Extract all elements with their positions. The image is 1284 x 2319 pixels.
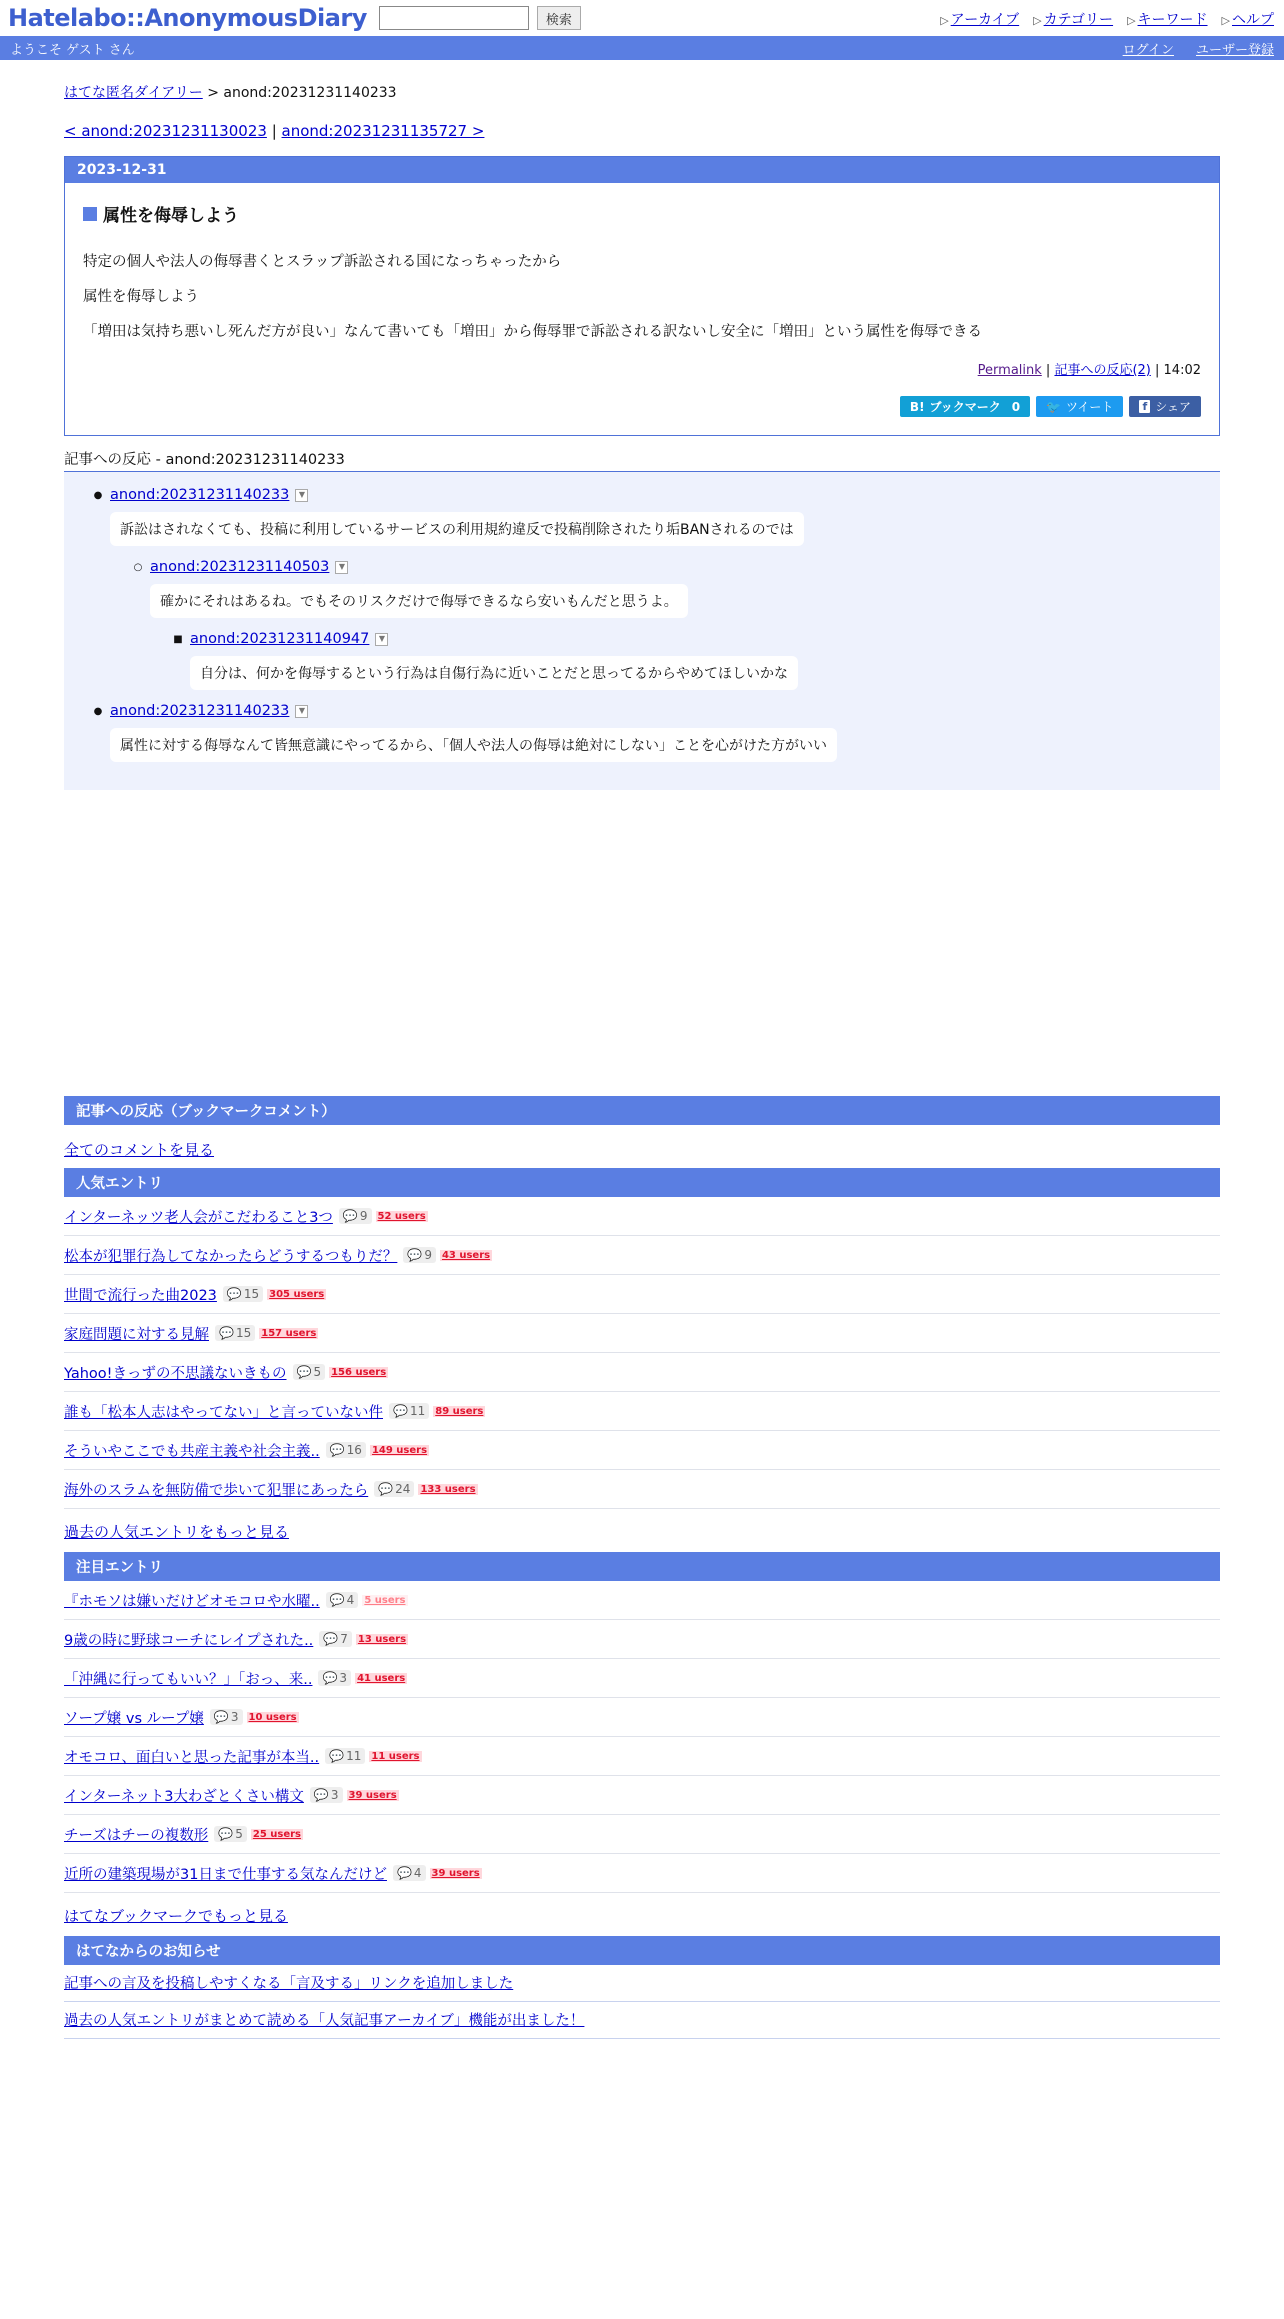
entry-item (64, 1314, 1220, 1353)
users-count-badge[interactable]: 52 users (377, 1210, 426, 1222)
entry-item-link[interactable]: ソープ嬢 vs ループ嬢 (64, 1710, 204, 1727)
reaction-link[interactable]: anond:20231231140503 (150, 559, 330, 575)
comment-count: 11 (346, 1749, 362, 1763)
comment-count: 3 (230, 1710, 239, 1724)
speech-bubble-icon: 💬 (213, 1710, 229, 1724)
speech-bubble-icon: 💬 (218, 1827, 234, 1841)
entry-item-link[interactable]: チーズはチーの複数形 (64, 1827, 209, 1844)
more-hot-link[interactable]: はてなブックマークでもっと見る (64, 1907, 288, 1925)
entry-footer: Permalink | 記事への反応(2) | 14:02 (977, 363, 1201, 378)
search-button[interactable]: 検索 (537, 6, 581, 30)
entry-line: 「増田は気持ち悪いし死んだ方が良い」なんて書いても「増田」から侮辱罪で訴訟される訳ないし安全に「増田」という属性を侮辱できる (83, 324, 982, 340)
comment-count-badge[interactable] (310, 1787, 343, 1803)
comment-count-badge[interactable] (214, 1826, 247, 1842)
comment-count: 7 (340, 1632, 348, 1646)
entry-item-link[interactable]: オモコロ、面白いと思った記事が本当.. (64, 1749, 320, 1766)
nav-category[interactable]: カテゴリー (1043, 12, 1114, 28)
twitter-bird-icon: 🐦 (1046, 399, 1062, 414)
speech-bubble-icon: 💬 (329, 1749, 345, 1763)
entry-item (64, 1581, 1220, 1620)
comment-count: 24 (395, 1482, 411, 1496)
entry-item-link[interactable]: Yahoo!きっずの不思議ないきもの (64, 1365, 287, 1382)
entry-title-link[interactable]: 属性を侮辱しよう (103, 206, 239, 226)
comment-count: 5 (235, 1827, 243, 1841)
comment-count: 9 (424, 1248, 432, 1262)
comment-count: 3 (330, 1788, 339, 1802)
reaction-link[interactable]: anond:20231231140947 (190, 631, 370, 647)
entry-item-link[interactable]: 「沖縄に行ってもいい？」「おっ、来.. (64, 1671, 313, 1688)
entry-item (64, 1815, 1220, 1854)
more-popular-link[interactable]: 過去の人気エントリをもっと見る (64, 1523, 290, 1541)
share-buttons (83, 396, 1201, 417)
comment-count: 15 (243, 1287, 260, 1301)
hot-entries-list (64, 1581, 1220, 1893)
register-link[interactable]: ユーザー登録 (1195, 42, 1274, 58)
users-count-badge[interactable]: 157 users (261, 1327, 317, 1339)
entry-item-link[interactable]: 誰も「松本人志はやってない」と言っていない件 (64, 1404, 383, 1421)
users-count-badge[interactable]: 89 users (435, 1405, 484, 1417)
entry-item (64, 1854, 1220, 1893)
speech-bubble-icon: 💬 (329, 1593, 345, 1607)
entry-item (64, 1275, 1220, 1314)
entry-title (83, 201, 1201, 226)
comment-count-badge[interactable] (389, 1403, 429, 1419)
facebook-share-button[interactable]: f シェア (1129, 396, 1201, 417)
circle-bullet-icon: ○ (133, 561, 143, 573)
users-count-badge[interactable]: 25 users (252, 1828, 302, 1840)
speech-bubble-icon: 💬 (378, 1482, 394, 1496)
comment-count: 4 (413, 1866, 422, 1880)
square-bullet-icon: ■ (173, 633, 183, 645)
reaction-link[interactable]: anond:20231231140233 (110, 703, 290, 719)
comment-count-badge[interactable] (339, 1208, 372, 1224)
see-all-comments-link[interactable]: 全てのコメントを見る (64, 1141, 215, 1159)
breadcrumb (64, 82, 1220, 102)
reaction-item (128, 556, 1220, 628)
comment-count-badge[interactable] (318, 1670, 351, 1686)
site-header (0, 0, 1284, 36)
reaction-text: 確かにそれはあるね。でもそのリスクだけで侮辱できるなら安いもんだと思うよ。 (150, 584, 688, 618)
dropdown-arrow-icon[interactable]: ▼ (335, 561, 348, 574)
entry-item (64, 1236, 1220, 1275)
entry-pager (64, 122, 1220, 140)
hatena-bookmark-icon: B! (909, 399, 925, 414)
title-square-icon (83, 207, 97, 221)
notice-item (64, 1965, 1220, 2002)
entry-item (64, 1776, 1220, 1815)
reaction-item (168, 628, 1220, 700)
top-nav (940, 9, 1274, 29)
entry-date: 2023-12-31 (65, 157, 1219, 183)
users-count-badge[interactable]: 156 users (331, 1366, 387, 1378)
dropdown-arrow-icon[interactable]: ▼ (295, 705, 308, 718)
speech-bubble-icon: 💬 (329, 1443, 345, 1457)
comment-count-badge[interactable] (326, 1592, 359, 1608)
entry-item-link[interactable]: 『ホモソは嫌いだけどオモコロや水曜.. (64, 1593, 320, 1610)
next-entry-link[interactable]: anond:20231231135727 > (281, 122, 485, 140)
speech-bubble-icon: 💬 (323, 1632, 339, 1646)
entry-line: 属性を侮辱しよう (83, 289, 199, 305)
entry-line: 特定の個人や法人の侮辱書くとスラップ訴訟される国になっちゃったから (83, 254, 562, 270)
comment-count: 4 (346, 1593, 355, 1607)
users-count-badge[interactable]: 149 users (371, 1444, 428, 1456)
breadcrumb-root[interactable]: はてな匿名ダイアリー (64, 85, 203, 101)
notice-item (64, 2002, 1220, 2039)
entry-item (64, 1698, 1220, 1737)
entry-item (64, 1392, 1220, 1431)
speech-bubble-icon: 💬 (296, 1365, 312, 1379)
users-count-badge[interactable]: 305 users (269, 1288, 325, 1300)
hatena-bookmark-button[interactable]: B! ブックマーク 0 (900, 396, 1030, 417)
breadcrumb-current: anond:20231231140233 (223, 85, 397, 101)
entry-item-link[interactable]: 近所の建築現場が31日まで仕事する気なんだけど (64, 1866, 387, 1883)
users-count-badge[interactable]: 39 users (348, 1789, 397, 1801)
entry-item-link[interactable]: 家庭問題に対する見解 (64, 1326, 209, 1343)
entry-item (64, 1431, 1220, 1470)
comment-count: 15 (235, 1326, 252, 1340)
breadcrumb-separator: > (207, 85, 219, 101)
comment-count-badge[interactable] (210, 1709, 243, 1725)
entry-item-link[interactable]: 世間で流行った曲2023 (64, 1287, 217, 1304)
speech-bubble-icon: 💬 (219, 1326, 234, 1340)
entry-item (64, 1659, 1220, 1698)
nav-help[interactable]: ヘルプ (1232, 12, 1274, 28)
comment-count-badge[interactable] (223, 1286, 263, 1302)
search-input[interactable] (379, 6, 529, 30)
comment-count: 9 (359, 1209, 368, 1223)
reactions-link[interactable]: 記事への反応(2) (1054, 363, 1151, 378)
prev-entry-link[interactable]: < anond:20231231130023 (64, 122, 267, 140)
comment-count-badge[interactable] (215, 1325, 255, 1341)
login-link[interactable]: ログイン (1122, 42, 1174, 58)
comment-count-badge[interactable] (403, 1247, 436, 1263)
speech-bubble-icon: 💬 (322, 1671, 338, 1685)
comment-count-badge[interactable] (326, 1442, 366, 1458)
bookmark-comments-header: 記事への反応（ブックマークコメント） (64, 1096, 1220, 1125)
users-count-badge[interactable]: 133 users (420, 1483, 476, 1495)
users-count-badge[interactable]: 39 users (431, 1867, 480, 1879)
users-count-badge[interactable]: 41 users (357, 1672, 406, 1684)
reaction-text: 自分は、何かを侮辱するという行為は自傷行為に近いことだと思ってるからやめてほしいかな (190, 656, 798, 690)
entry-item (64, 1353, 1220, 1392)
comment-count: 16 (346, 1443, 362, 1457)
entry-item (64, 1737, 1220, 1776)
pager-separator: | (271, 122, 277, 140)
entry-time: 14:02 (1163, 363, 1201, 378)
reaction-link[interactable]: anond:20231231140233 (110, 487, 290, 503)
dropdown-arrow-icon[interactable]: ▼ (295, 489, 308, 502)
entry-item (64, 1470, 1220, 1509)
speech-bubble-icon: 💬 (226, 1287, 242, 1301)
chevron-right-icon: ▷ (1221, 14, 1230, 27)
popular-entries-header: 人気エントリ (64, 1168, 1220, 1197)
comment-count: 5 (313, 1365, 322, 1379)
speech-bubble-icon: 💬 (342, 1209, 358, 1223)
facebook-icon: f (1139, 400, 1150, 413)
permalink[interactable]: Permalink (977, 363, 1042, 378)
comment-count-badge[interactable] (393, 1865, 426, 1881)
notices-header: はてなからのお知らせ (64, 1936, 1220, 1965)
tweet-button[interactable]: 🐦 ツイート (1036, 396, 1123, 417)
disc-bullet-icon: ● (93, 705, 103, 717)
entry-item-link[interactable]: そういやここでも共産主義や社会主義.. (64, 1443, 320, 1460)
entry-box (64, 156, 1220, 436)
site-logo[interactable]: Hatelabo::AnonymousDiary (8, 4, 367, 32)
users-count-badge[interactable]: 43 users (441, 1249, 491, 1261)
comment-count-badge[interactable] (293, 1364, 326, 1380)
user-bar (0, 36, 1284, 60)
reactions-title: 記事への反応 - anond:20231231140233 (64, 448, 1220, 472)
users-count-badge[interactable]: 11 users (371, 1750, 420, 1762)
notice-link[interactable]: 過去の人気エントリがまとめて読める「人気記事アーカイブ」機能が出ました！ (64, 2013, 585, 2029)
entry-item-link[interactable]: 松本が犯罪行為してなかったらどうするつもりだ？ (64, 1248, 398, 1265)
chevron-right-icon: ▷ (1127, 14, 1136, 27)
nav-keyword[interactable]: キーワード (1137, 12, 1208, 28)
popular-entries-list (64, 1197, 1220, 1509)
speech-bubble-icon: 💬 (313, 1788, 329, 1802)
reaction-text: 訴訟はされなくても、投稿に利用しているサービスの利用規約違反で投稿削除されたり垢BANされるのでは (110, 512, 804, 546)
comment-count-badge[interactable] (319, 1631, 352, 1647)
speech-bubble-icon: 💬 (393, 1404, 408, 1418)
chevron-right-icon: ▷ (1033, 14, 1042, 27)
entry-item (64, 1197, 1220, 1236)
entry-item-link[interactable]: インターネッツ老人会がこだわること3つ (64, 1209, 333, 1226)
dropdown-arrow-icon[interactable]: ▼ (375, 633, 388, 646)
comment-count-badge[interactable] (325, 1748, 365, 1764)
comment-count-badge[interactable] (374, 1481, 414, 1497)
ad-space (64, 790, 1220, 1090)
comment-count: 3 (339, 1671, 348, 1685)
reaction-text: 属性に対する侮辱なんて皆無意識にやってるから、「個人や法人の侮辱は絶対にしない」ことを心がけた方がいい (110, 728, 837, 762)
users-count-badge[interactable]: 10 users (248, 1711, 297, 1723)
disc-bullet-icon: ● (93, 489, 103, 501)
speech-bubble-icon: 💬 (396, 1866, 412, 1880)
main-content (64, 82, 1220, 2039)
nav-archive[interactable]: アーカイブ (950, 12, 1020, 28)
reactions-tree (64, 472, 1220, 790)
welcome-text: ようこそ ゲスト さん (10, 42, 135, 58)
reaction-item (88, 484, 1220, 556)
comment-count: 11 (409, 1404, 426, 1418)
entry-item-link[interactable]: インターネット3大わざとくさい構文 (64, 1788, 304, 1805)
speech-bubble-icon: 💬 (407, 1248, 423, 1262)
hot-entries-header: 注目エントリ (64, 1552, 1220, 1581)
users-count-badge[interactable]: 13 users (357, 1633, 407, 1645)
entry-item (64, 1620, 1220, 1659)
notice-link[interactable]: 記事への言及を投稿しやすくなる「言及する」リンクを追加しました (64, 1976, 514, 1992)
reaction-item (88, 700, 1220, 772)
users-count-badge[interactable]: 5 users (364, 1594, 406, 1606)
bookmark-count: 0 (1011, 399, 1021, 414)
chevron-right-icon: ▷ (940, 14, 949, 27)
entry-item-link[interactable]: 9歳の時に野球コーチにレイプされた.. (64, 1632, 314, 1649)
entry-item-link[interactable]: 海外のスラムを無防備で歩いて犯罪にあったら (64, 1482, 369, 1499)
